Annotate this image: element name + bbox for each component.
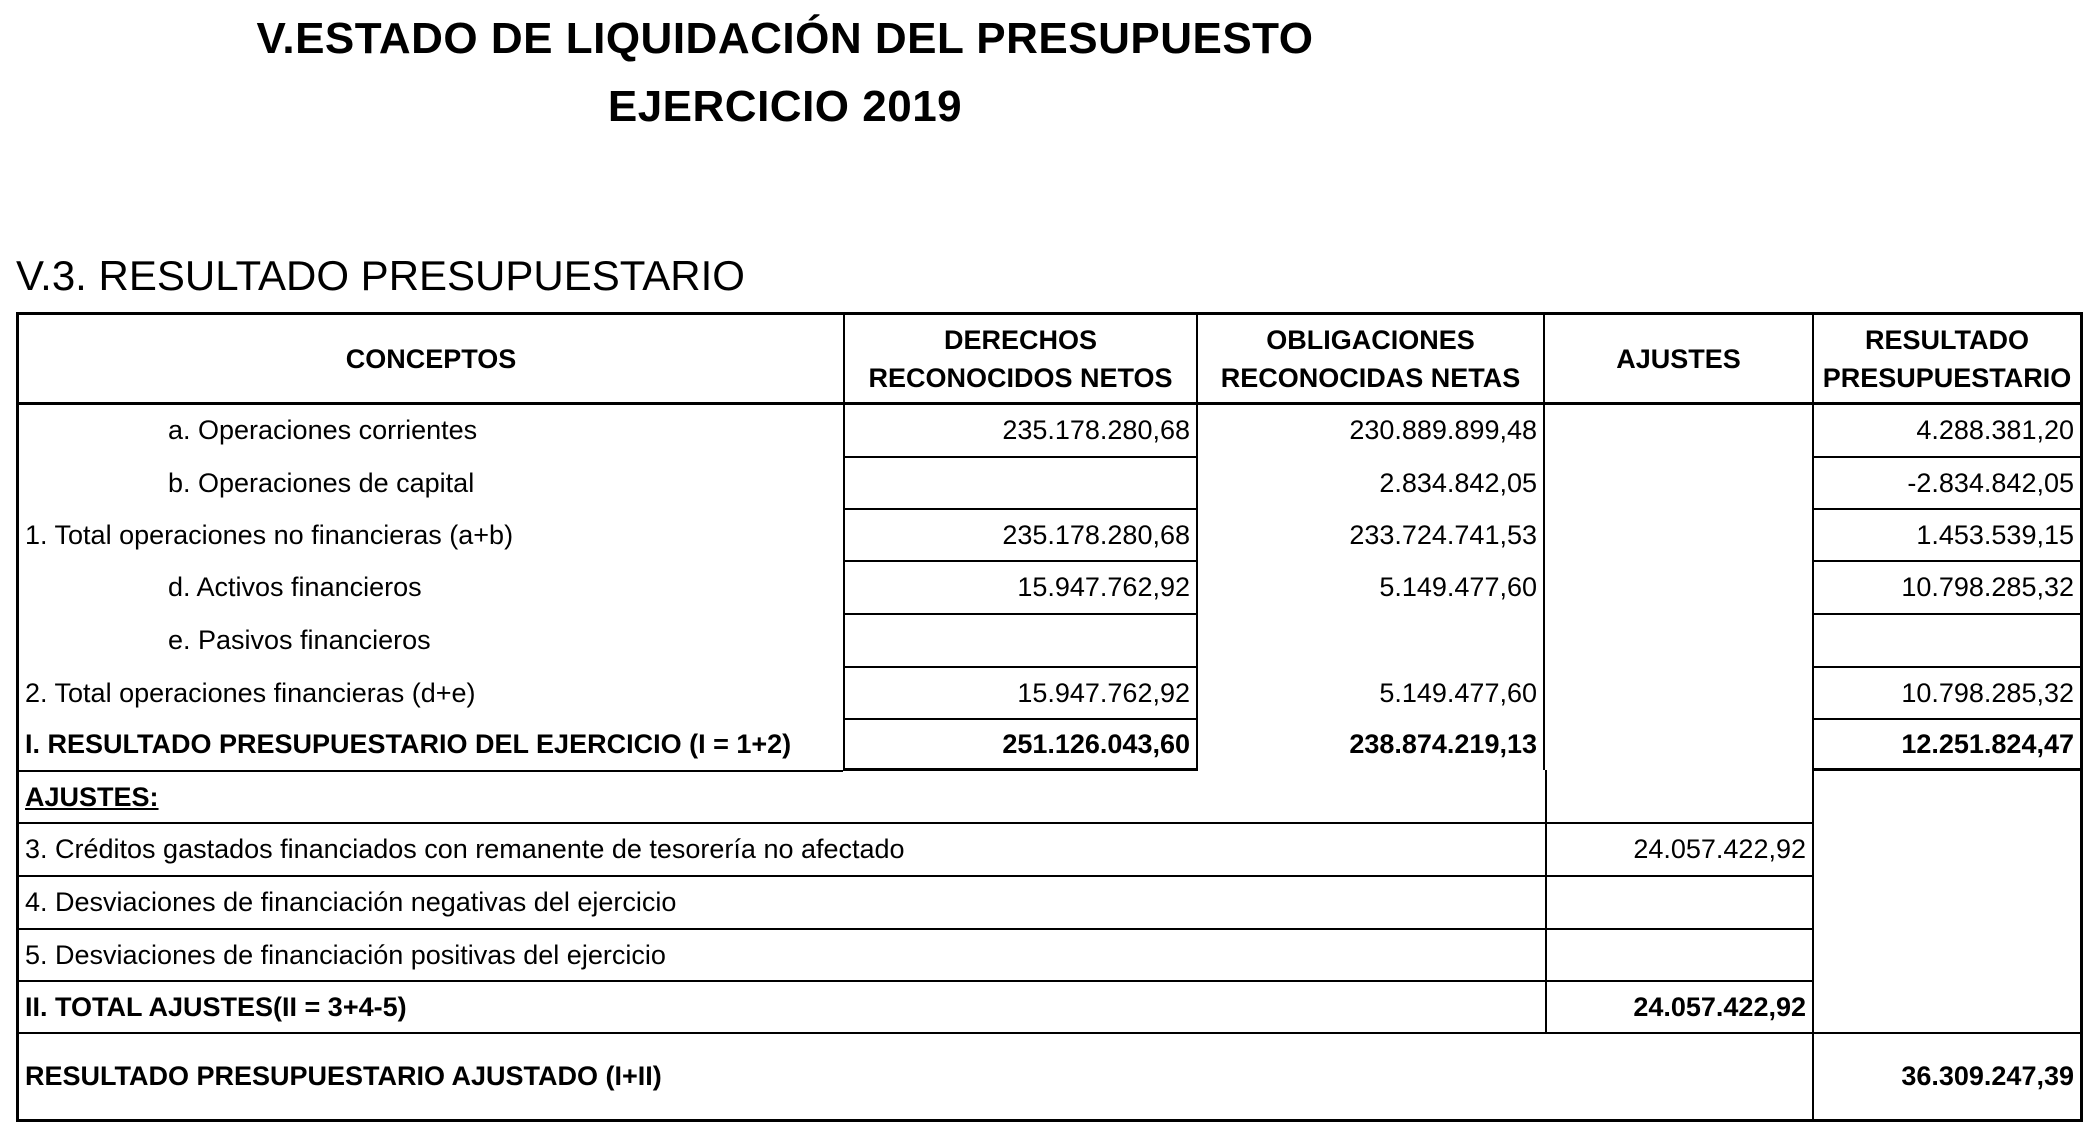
- header-derechos: [845, 315, 1196, 402]
- header-obligaciones-line2: RECONOCIDAS NETAS: [1220, 362, 1521, 393]
- derechos-value: 15.947.762,92: [1017, 572, 1190, 602]
- concepto-pasivos-financieros: e. Pasivos financieros: [168, 625, 431, 655]
- derechos-value: [845, 458, 1190, 508]
- ajuste-desviaciones-negativas: 4. Desviaciones de financiación negativas del ejercicio: [25, 887, 677, 917]
- header-resultado-line1: RESULTADO: [1865, 324, 2029, 355]
- header-resultado-line2: PRESUPUESTARIO: [1822, 362, 2072, 393]
- ajustes-label: AJUSTES:: [25, 781, 159, 812]
- resultado-ajustado-value: 36.309.247,39: [1901, 1061, 2074, 1091]
- total-ajustes-value: 24.057.422,92: [1633, 991, 1806, 1022]
- obligaciones-total: 238.874.219,13: [1349, 728, 1537, 759]
- obligaciones-value: 233.724.741,53: [1349, 519, 1537, 550]
- derechos-value: 235.178.280,68: [1002, 415, 1190, 445]
- header-obligaciones-line1: OBLIGACIONES: [1266, 324, 1475, 355]
- row-sep: [1812, 768, 2083, 771]
- header-ajustes: AJUSTES: [1616, 343, 1741, 374]
- resultado-ajustado-label: RESULTADO PRESUPUESTARIO AJUSTADO (I+II): [25, 1061, 662, 1091]
- obligaciones-value: 2.834.842,05: [1379, 467, 1537, 498]
- derechos-value: [845, 615, 1190, 666]
- total-ajustes-label: II. TOTAL AJUSTES(II = 3+4-5): [25, 991, 407, 1022]
- ajuste-creditos-remanente: 3. Créditos gastados financiados con remanente de tesorería no afectado: [25, 834, 905, 864]
- resultado-value: 4.288.381,20: [1916, 415, 2074, 445]
- concepto-operaciones-capital: b. Operaciones de capital: [168, 467, 475, 498]
- table-border-right: [2080, 312, 2083, 1122]
- resultado-value: 10.798.285,32: [1901, 572, 2074, 602]
- resultado-value: [1814, 615, 2074, 666]
- header-resultado: [1814, 315, 2080, 402]
- resultado-value: 1.453.539,15: [1916, 519, 2074, 550]
- resultado-total: 12.251.824,47: [1901, 728, 2074, 759]
- header-derechos-line2: RECONOCIDOS NETOS: [868, 362, 1173, 393]
- section-title: V.3. RESULTADO PRESUPUESTARIO: [16, 252, 745, 299]
- row-sep: [843, 768, 1198, 771]
- derechos-total: 251.126.043,60: [1002, 728, 1190, 759]
- obligaciones-value: 5.149.477,60: [1379, 677, 1537, 708]
- obligaciones-value: [1198, 615, 1537, 666]
- resultado-value: -2.834.842,05: [1907, 467, 2074, 498]
- obligaciones-value: 230.889.899,48: [1349, 415, 1537, 445]
- header-obligaciones: [1198, 315, 1543, 402]
- concepto-total-financieras: 2. Total operaciones financieras (d+e): [25, 677, 476, 708]
- document-subtitle: EJERCICIO 2019: [607, 82, 963, 131]
- table-border-left: [16, 312, 19, 1122]
- derechos-value: 15.947.762,92: [1017, 677, 1190, 708]
- ajuste-value: [1547, 930, 1806, 980]
- ajuste-value: [1547, 877, 1806, 928]
- concepto-resultado-ejercicio: I. RESULTADO PRESUPUESTARIO DEL EJERCICIO (I = 1+2): [25, 728, 792, 759]
- table-border-bottom: [16, 1119, 2083, 1122]
- ajuste-value: 24.057.422,92: [1633, 834, 1806, 864]
- concepto-activos-financieros: d. Activos financieros: [168, 572, 422, 602]
- document-title: V.ESTADO DE LIQUIDACIÓN DEL PRESUPUESTO: [256, 14, 1314, 63]
- header-conceptos: CONCEPTOS: [345, 343, 517, 374]
- concepto-operaciones-corrientes: a. Operaciones corrientes: [168, 415, 478, 445]
- resultado-value: 10.798.285,32: [1901, 677, 2074, 708]
- obligaciones-value: 5.149.477,60: [1379, 572, 1537, 602]
- header-derechos-line1: DERECHOS: [943, 324, 1098, 355]
- concepto-total-no-financieras: 1. Total operaciones no financieras (a+b): [25, 519, 514, 550]
- ajuste-desviaciones-positivas: 5. Desviaciones de financiación positivas del ejercicio: [25, 939, 666, 970]
- derechos-value: 235.178.280,68: [1002, 519, 1190, 550]
